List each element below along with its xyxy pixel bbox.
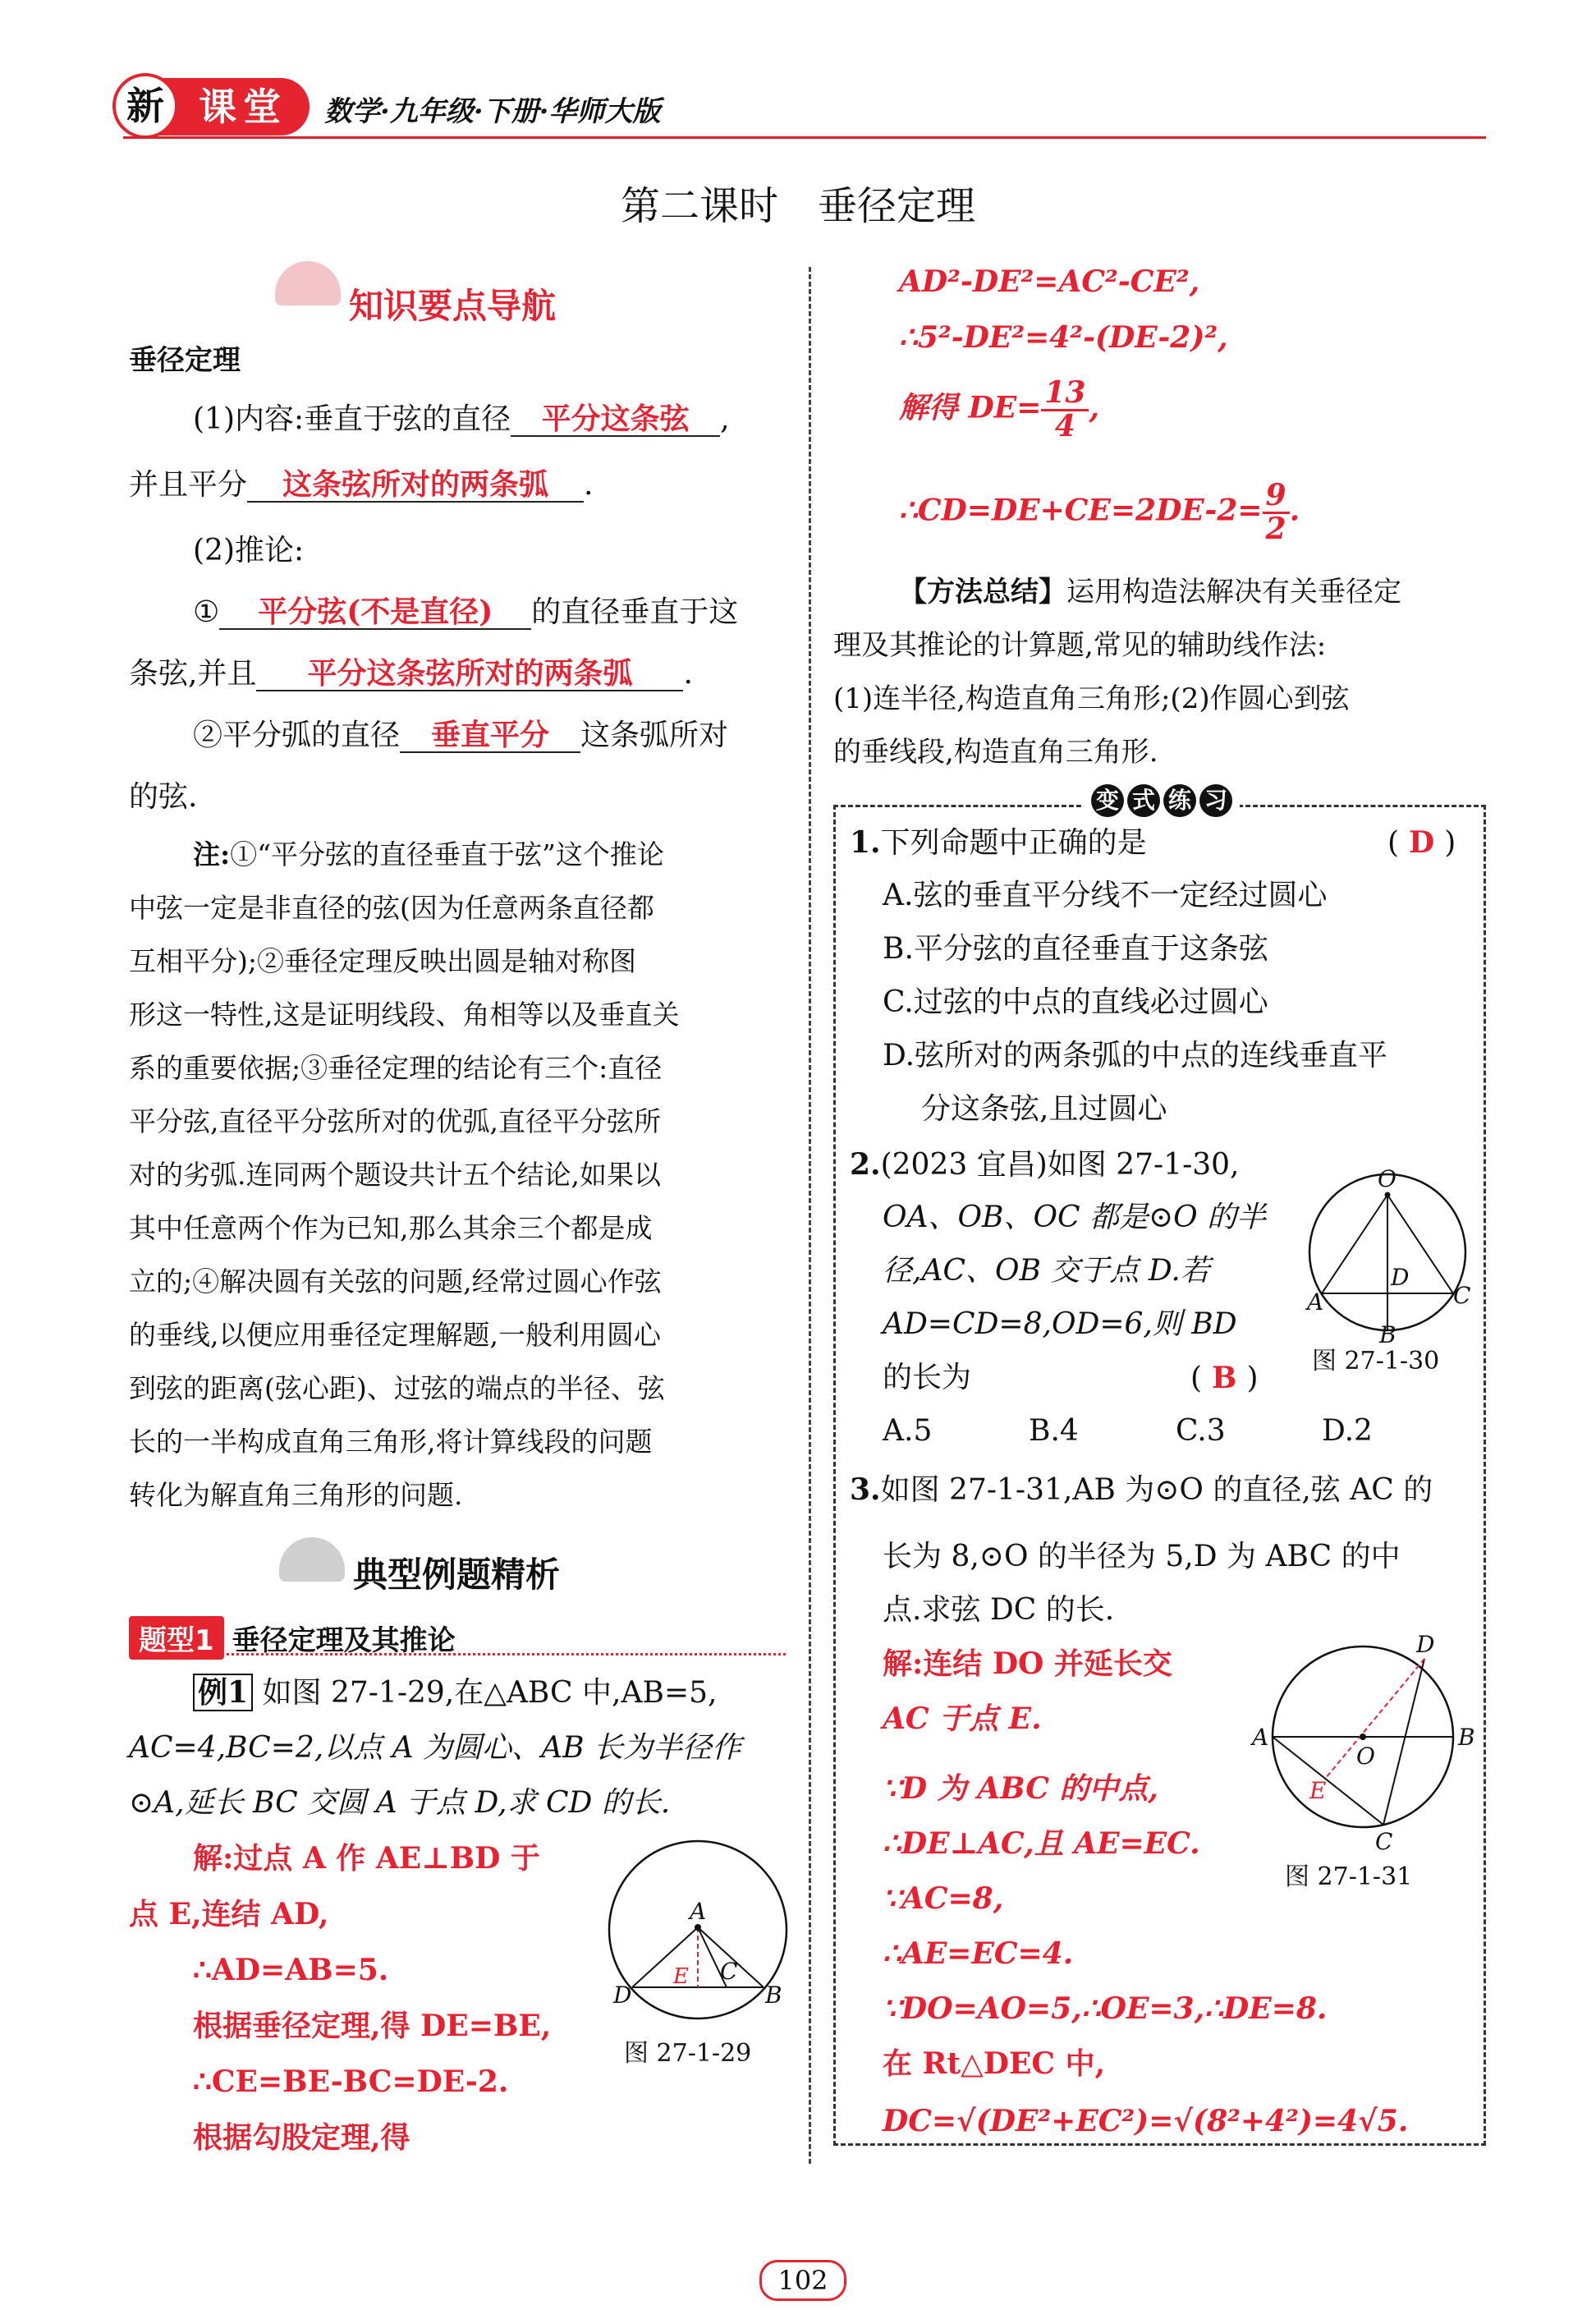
logo-first-char: 新 xyxy=(112,73,178,139)
q2-line-1: OA、OB、OC 都是⊙O 的半 xyxy=(883,1201,1267,1234)
example-solution-1: 点 E,连结 AD, xyxy=(129,1897,329,1931)
fig31-label-A: A xyxy=(1252,1724,1269,1751)
q3-line-1: 长为 8,⊙O 的半径为 5,D 为 ABC 的中 xyxy=(883,1540,1401,1573)
note-line-1: 中弦一定是非直径的弦(因为任意两条直径都 xyxy=(129,892,654,924)
figure-caption-29: 图 27-1-29 xyxy=(624,2039,752,2068)
books-icon xyxy=(279,1537,345,1582)
example-solution-4: ∴CE=BE-BC=DE-2. xyxy=(193,2064,509,2099)
note-line-10: 到弦的距离(弦心距)、过弦的端点的半径、弦 xyxy=(129,1372,665,1404)
fig30-label-D: D xyxy=(1391,1264,1410,1291)
logo-rest: 课堂 xyxy=(199,85,287,129)
figure-27-1-31 xyxy=(1248,1634,1486,1856)
q3-solution-1: AC 于点 E. xyxy=(883,1702,1042,1736)
method-line-0: 【方法总结】运用构造法解决有关垂径定 xyxy=(899,576,1401,608)
exercise-heading: 变 式 练 习 xyxy=(1084,780,1240,823)
q3-solution-4: ∵AC=8, xyxy=(883,1881,1004,1916)
example-solution-3: 根据垂径定理,得 DE=BE, xyxy=(193,2009,552,2043)
type-title: 垂径定理及其推论 xyxy=(232,1624,456,1657)
q3-solution-2: ∵D 为 ABC 的中点, xyxy=(883,1771,1158,1806)
q3-solution-7: 在 Rt△DEC 中, xyxy=(883,2046,1106,2081)
note-line-3: 形这一特性,这是证明线段、角相等以及垂直关 xyxy=(129,999,680,1031)
note-line-2: 互相平分);②垂径定理反映出圆是轴对称图 xyxy=(129,945,636,977)
q1-answer: ( D ) xyxy=(1387,825,1456,860)
q1-stem: 1.下列命题中正确的是 xyxy=(850,825,1147,860)
answer-blank-4: 平分这条弦所对的两条弧 xyxy=(256,657,683,691)
corollary-label: (2)推论: xyxy=(193,534,305,567)
q3-solution-0: 解:连结 DO 并延长交 xyxy=(883,1646,1172,1681)
example-line-2: ⊙A,延长 BC 交圆 A 于点 D,求 CD 的长. xyxy=(129,1786,671,1820)
fig31-label-C: C xyxy=(1375,1828,1393,1855)
q2-line-3: AD=CD=8,OD=6,则 BD xyxy=(883,1307,1237,1341)
corollary-2-line2: 的弦. xyxy=(129,780,198,814)
fig30-label-C: C xyxy=(1453,1282,1471,1309)
fig31-label-E: E xyxy=(1309,1777,1327,1804)
method-line-3: 的垂线段,构造直角三角形. xyxy=(833,736,1158,769)
q3-solution-6: ∵DO=AO=5,∴OE=3,∴DE=8. xyxy=(883,1991,1328,2026)
q3-line-0: 3.如图 27-1-31,AB 为⊙O 的直径,弦 AC 的 xyxy=(850,1472,1433,1507)
corollary-1-line2: 条弦,并且 平分这条弦所对的两条弧 . xyxy=(129,656,693,691)
fig31-label-D: D xyxy=(1416,1634,1435,1658)
note-line-11: 长的一半构成直角三角形,将计算线段的问题 xyxy=(129,1426,653,1458)
corollary-1: ① 平分弦(不是直径) 的直径垂直于这 xyxy=(193,595,739,629)
example-solution-2: ∴AD=AB=5. xyxy=(193,1953,389,1987)
answer-blank-3: 平分弦(不是直径) xyxy=(219,595,531,630)
content-line1: (1)内容:垂直于弦的直径 平分这条弦 , xyxy=(193,402,730,436)
q1-option-d-cont: 分这条弦,且过圆心 xyxy=(921,1092,1167,1126)
content-line2: 并且平分 这条弦所对的两条弧 . xyxy=(129,467,594,502)
q1-option-c: C.过弦的中点的直线必过圆心 xyxy=(883,985,1268,1019)
solution-line-2: ∴5²-DE²=4²-(DE-2)², xyxy=(899,320,1228,355)
fig29-label-E: E xyxy=(673,1964,689,1989)
q3-solution-8: DC=√(DE²+EC²)=√(8²+4²)=4√5. xyxy=(883,2104,1409,2138)
example-line-1: AC=4,BC=2,以点 A 为圆心、AB 长为半径作 xyxy=(129,1731,742,1765)
q2-option-d: D.2 xyxy=(1322,1414,1373,1448)
theorem-title: 垂径定理 xyxy=(129,344,241,377)
q2-option-b: B.4 xyxy=(1029,1414,1079,1448)
fig29-label-C: C xyxy=(720,1958,738,1985)
figure-27-1-29 xyxy=(603,1835,792,2024)
page-number: 102 xyxy=(759,2260,846,2301)
q2-line-4: 的长为 xyxy=(883,1361,972,1394)
solution-line-3: 解得 DE= $\frac{13}{4}$ , xyxy=(899,375,1100,443)
method-line-2: (1)连半径,构造直角三角形;(2)作圆心到弦 xyxy=(833,682,1350,715)
fig30-label-B: B xyxy=(1379,1321,1396,1343)
q2-line-0: 2.(2023 宜昌)如图 27-1-30, xyxy=(850,1147,1240,1182)
example-line-0: 例1 如图 27-1-29,在△ABC 中,AB=5, xyxy=(193,1675,717,1711)
solution-line-1: AD²-DE²=AC²-CE², xyxy=(899,264,1200,299)
logo-badge xyxy=(119,78,310,135)
q2-line-2: 径,AC、OB 交于点 D.若 xyxy=(883,1254,1210,1288)
q2-answer: ( B ) xyxy=(1190,1361,1259,1395)
note-line-4: 系的重要依据;③垂径定理的结论有三个:直径 xyxy=(129,1052,663,1084)
fig29-label-A: A xyxy=(690,1898,707,1925)
figure-27-1-30 xyxy=(1297,1162,1478,1343)
note-line-12: 转化为解直角三角形的问题. xyxy=(129,1479,463,1511)
solution-line-4: ∴CD=DE+CE=2DE-2= $\frac{9}{2}$ . xyxy=(899,478,1300,546)
note-line-6: 对的劣弧.连同两个题设共计五个结论,如果以 xyxy=(129,1159,661,1191)
note-line-7: 其中任意两个作为已知,那么其余三个都是成 xyxy=(129,1212,653,1244)
corollary-2: ②平分弧的直径 垂直平分 这条弧所对 xyxy=(193,718,729,752)
example-label: 例1 xyxy=(193,1674,253,1711)
q1-option-a: A.弦的垂直平分线不一定经过圆心 xyxy=(883,879,1328,912)
fig29-label-B: B xyxy=(765,1982,782,2009)
method-line-1: 理及其推论的计算题,常见的辅助线作法: xyxy=(833,629,1327,662)
note-line-8: 立的;④解决圆有关弦的问题,经常过圆心作弦 xyxy=(129,1265,662,1297)
example-solution-5: 根据勾股定理,得 xyxy=(193,2120,410,2155)
answer-blank-1: 平分这条弦 xyxy=(511,402,720,437)
header-rule xyxy=(123,136,1486,139)
fig30-label-A: A xyxy=(1307,1288,1324,1316)
book-title: 数学·九年级·下册·华师大版 xyxy=(324,95,661,128)
type-underline xyxy=(129,1653,786,1656)
fig29-label-D: D xyxy=(613,1982,632,2009)
q3-solution-3: ∴DE⊥AC,且 AE=EC. xyxy=(883,1826,1200,1861)
example-solution-0: 解:过点 A 作 AE⊥BD 于 xyxy=(193,1841,540,1876)
fig31-label-O: O xyxy=(1356,1743,1375,1770)
q3-line-2: 点.求弦 DC 的长. xyxy=(883,1593,1115,1627)
q3-solution-5: ∴AE=EC=4. xyxy=(883,1936,1074,1971)
section-heading-knowledge: 知识要点导航 xyxy=(349,286,557,326)
answer-blank-2: 这条弦所对的两条弧 xyxy=(247,468,584,503)
page-title: 第二课时 垂径定理 xyxy=(620,183,975,229)
note-line-0: 注:①“平分弦的直径垂直于弦”这个推论 xyxy=(193,838,664,870)
figure-caption-30: 图 27-1-30 xyxy=(1312,1347,1440,1375)
q2-option-c: C.3 xyxy=(1176,1414,1226,1448)
q1-option-b: B.平分弦的直径垂直于这条弦 xyxy=(883,932,1268,966)
fig31-label-B: B xyxy=(1458,1724,1475,1751)
section-heading-examples: 典型例题精析 xyxy=(353,1555,561,1595)
column-divider xyxy=(809,267,811,2164)
note-line-9: 的垂线,以便应用垂径定理解题,一般利用圆心 xyxy=(129,1319,661,1351)
q1-option-d: D.弦所对的两条弧的中点的连线垂直平 xyxy=(883,1039,1388,1072)
book-icon xyxy=(275,261,341,305)
type-badge: 题型1 xyxy=(129,1616,224,1660)
fig30-label-O: O xyxy=(1378,1165,1396,1192)
answer-blank-5: 垂直平分 xyxy=(400,719,580,753)
note-line-5: 平分弦,直径平分弦所对的优弧,直径平分弦所 xyxy=(129,1105,661,1137)
figure-caption-31: 图 27-1-31 xyxy=(1285,1862,1413,1891)
q2-option-a: A.5 xyxy=(883,1414,933,1448)
